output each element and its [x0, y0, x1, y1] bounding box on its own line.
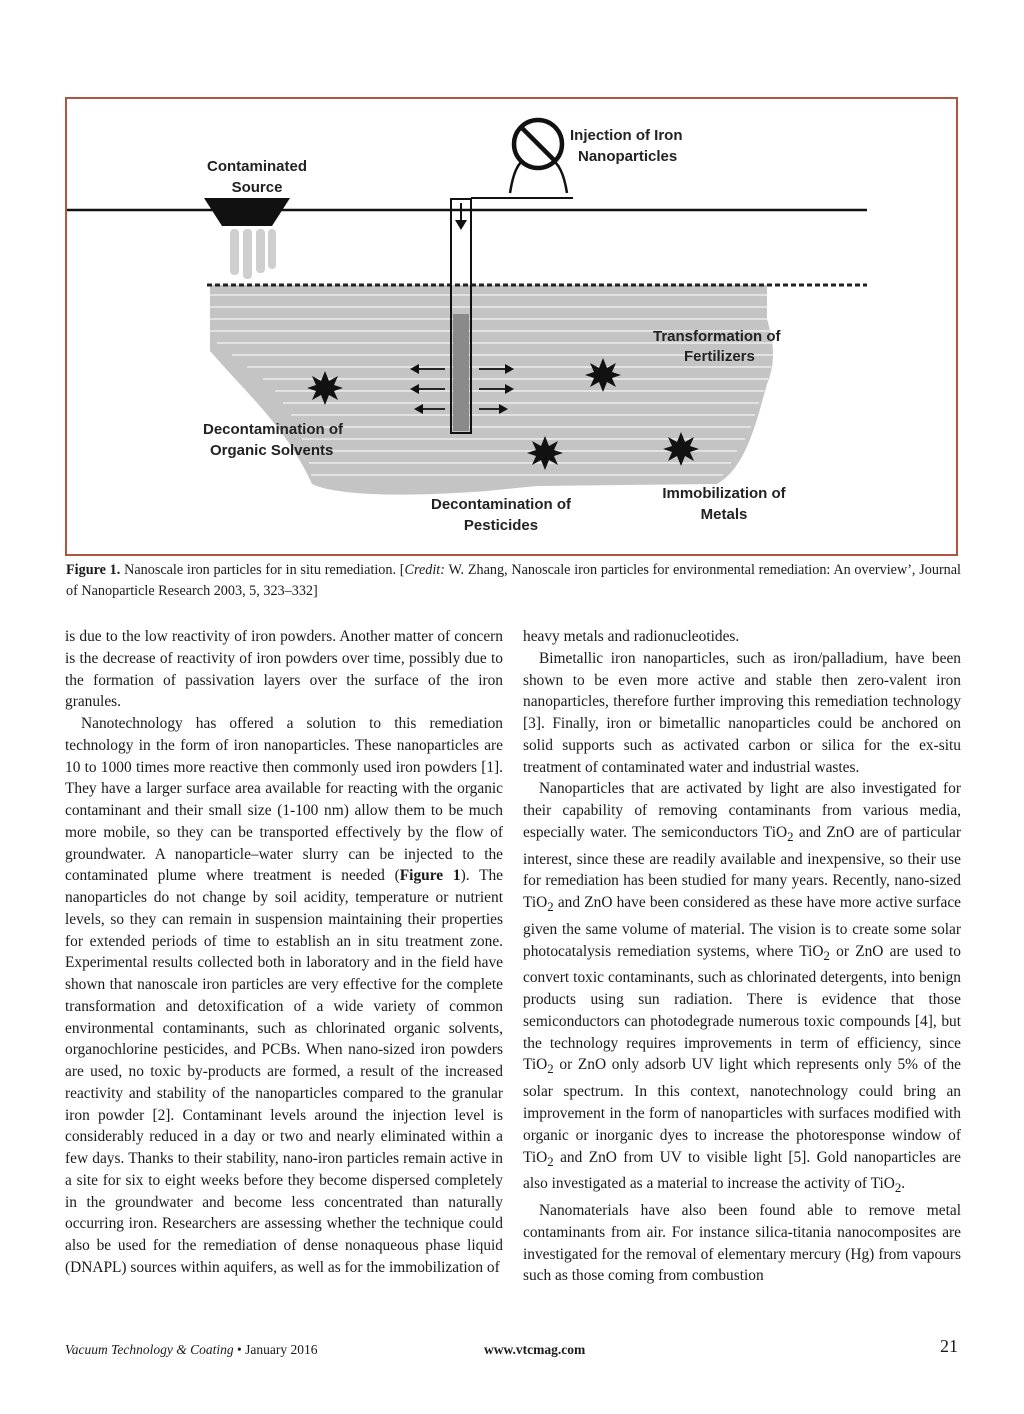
paragraph: heavy metals and radionucleotides.: [523, 628, 740, 645]
footer-website[interactable]: www.vtcmag.com: [484, 1342, 586, 1357]
figure-caption: Figure 1. Nanoscale iron particles for in situ remediation. [Credit: W. Zhang, Nanoscale iron particles for environmental remediation: An overview’, Journal of Nanoparticle Research 2003, 5, 323–332]: [66, 562, 961, 599]
source-seepage: [230, 229, 276, 279]
well-screen: [453, 314, 469, 431]
paragraph: Nanomaterials have also been found able to remove metal contaminants from air. For instance silica-titania nanocomposites are investigated for the removal of elementary mercury (Hg) from vapours such as those coming from combustion: [523, 1202, 961, 1285]
contaminated-source: [204, 198, 290, 226]
label-injection: Injection of Iron: [570, 127, 683, 144]
svg-text:Source: Source: [231, 179, 283, 196]
label-metals: Immobilization of: [662, 485, 786, 502]
down-arrow-icon: [455, 220, 467, 230]
left-column: [65, 626, 503, 1279]
svg-text:Organic Solvents: Organic Solvents: [210, 442, 334, 459]
svg-text:Pesticides: Pesticides: [463, 517, 539, 534]
paragraph: Nanotechnology has offered a solution to this remediation technology in the form of iron nanoparticles. These nanoparticles are 10 to 1000 times more reactive then commonly used iron powders [1]. They have a larger surface area available for reacting with the organic contaminant and their small size (1-100 nm) allow them to be much more mobile, so they can be transported effectively by the flow of groundwater. A nanoparticle–water slurry can be injected to the contaminated plume where treatment is needed (Figure 1). The nanoparticles do not change by soil acidity, temperature or nutrient levels, so they can remain in suspension maintaining their properties for extended periods of time to establish an in situ treatment zone. Experimental results collected both in laboratory and in the field have shown that nanoscale iron particles are very effective for the complete transformation and detoxification of a wide variety of common environmental contaminants, such as chlorinated organic solvents, organochlorine pesticides, and PCBs. When nano-sized iron powders are used, no toxic by-products are formed, a result of the increased reactivity and stability of the nanoparticles compared to the granular iron powder [2]. Contaminant levels around the injection level is considerably reduced in a day or two and nearly eliminated within a few days. Thanks to their stability, nano-iron particles remain active in a site for six to eight weeks before they become dispersed completely in the groundwater and become less concentrated than naturally occurring iron. Researchers are assessing whether the technique could also be used for the remediation of dense nonaqueous phase liquid (DNAPL) sources within aquifers, as well as for the immobilization of: [65, 715, 504, 1276]
page-number: 21: [940, 1336, 958, 1356]
label-contaminated-source: Contaminated: [206, 158, 308, 175]
label-pesticides: Decontamination of: [430, 496, 572, 513]
figure-1: [65, 97, 958, 556]
svg-text:Nanoparticles: Nanoparticles: [578, 148, 678, 165]
right-column: [523, 626, 961, 1287]
paragraph: Nanoparticles that are activated by light are also investigated for their capability of removing contaminants from various media, especially water. The semiconductors TiO$_2$ and ZnO are of particular interest, since these are readily available and inexpensive, so their use for remediation has been studied for many years. Recently, nano-sized TiO$_2$ and ZnO have been considered as these have more active surface given the same volume of material. The vision is to create some solar photocatalysis remediation systems, where TiO$_2$ or ZnO are used to convert toxic contaminants, such as chlorinated detergents, into benign products using sun radiation. There is evidence that those semiconductors can photodegrade numerous toxic compounds [4], but the technology requires improvements in term of efficiency, since TiO$_2$ or ZnO only adsorb UV light which represents only 5% of the solar spectrum. In this context, nanotechnology could bring an improvement in the form of nanoparticles with surfaces modified with organic or inorganic dyes to increase the photoresponse window of TiO$_2$ and ZnO from UV to visible light [5]. Gold nanoparticles are also investigated as a material to increase the activity of TiO$_2$.: [523, 780, 961, 1196]
figure-reference: Figure 1: [399, 867, 461, 885]
remediation-diagram: [67, 99, 960, 558]
label-organic-solvents: Decontamination of: [203, 421, 344, 438]
label-fertilizers: Transformation of: [653, 328, 781, 345]
footer-journal: Vacuum Technology & Coating • January 2016: [65, 1342, 318, 1357]
svg-text:Metals: Metals: [700, 506, 748, 523]
paragraph: Bimetallic iron nanoparticles, such as iron/palladium, have been shown to be even more active and stable then zero-valent iron nanoparticles, therefore further improving this remediation technology [3]. Finally, iron or bimetallic nanoparticles could be anchored on solid supports such as activated carbon or silica for the ex-situ treatment of contaminated water and industrial wastes.: [523, 649, 961, 776]
paragraph: is due to the low reactivity of iron powders. Another matter of concern is the decrease of reactivity of iron powders over time, possibly due to the formation of passivation layers over the surface of the iron granules.: [65, 628, 503, 711]
svg-text:Fertilizers: Fertilizers: [684, 348, 755, 365]
